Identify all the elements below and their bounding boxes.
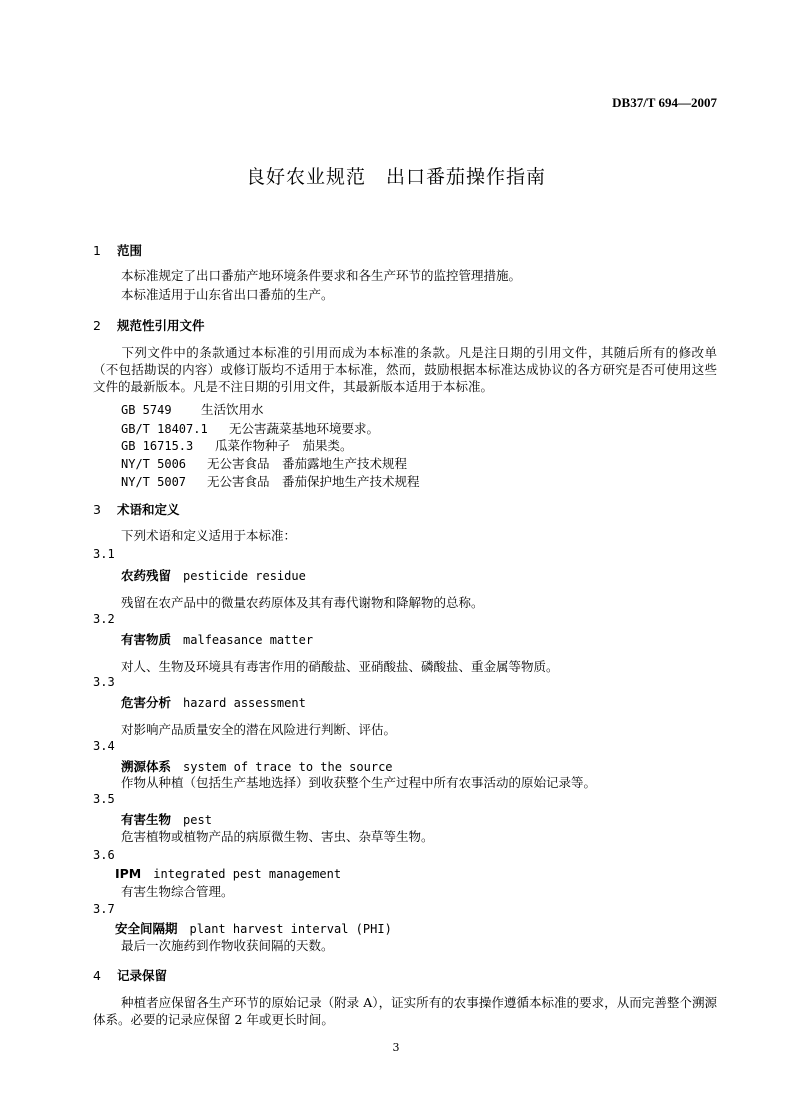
paragraph-text: 下列文件中的条款通过本标准的引用而成为本标准的条款。凡是注日期的引用文件，其随后所有的修改单（不包括勘误的内容）或修订版均不适用于本标准，然而，鼓励根据本标准达成协议的各方研究是否可使用这些文件的最新版本。凡是不注日期的引用文件，其最新版本适用于本标准。 xyxy=(93,345,717,394)
reference-code: GB/T 18407.1 xyxy=(121,422,208,436)
reference-name: 无公害食品 番茄露地生产技术规程 xyxy=(207,456,408,471)
term-heading xyxy=(121,810,212,828)
page-number: 3 xyxy=(392,1041,400,1054)
document-code: DB37/T 694—2007 xyxy=(612,95,717,110)
section-title: 术语和定义 xyxy=(117,502,180,517)
term-en: hazard assessment xyxy=(183,696,306,710)
reference-name: 无公害食品 番茄保护地生产技术规程 xyxy=(207,474,420,489)
term-number: 3.4 xyxy=(93,739,115,753)
term-definition: 危害植物或植物产品的病原微生物、害虫、杂草等生物。 xyxy=(121,829,434,844)
term-zh: IPM xyxy=(115,866,142,881)
term-zh: 有害物质 xyxy=(121,632,172,647)
section-number: 1 xyxy=(93,243,101,258)
page-title: 良好农业规范 出口番茄操作指南 xyxy=(245,166,546,188)
section-title: 规范性引用文件 xyxy=(117,318,205,333)
section-title: 记录保留 xyxy=(117,968,168,983)
reference-name: 无公害蔬菜基地环境要求。 xyxy=(229,421,380,436)
term-heading xyxy=(121,566,306,584)
term-en: plant harvest interval (PHI) xyxy=(189,922,392,936)
term-zh: 农药残留 xyxy=(121,568,172,583)
term-heading xyxy=(121,630,313,648)
term-en: integrated pest management xyxy=(153,867,342,881)
term-definition: 对人、生物及环境具有毒害作用的硝酸盐、亚硝酸盐、磷酸盐、重金属等物质。 xyxy=(121,659,559,674)
section-heading-scope xyxy=(93,241,142,259)
reference-code: NY/T 5007 xyxy=(121,475,187,489)
term-heading xyxy=(115,866,341,881)
term-heading xyxy=(121,693,306,711)
paragraph xyxy=(93,344,717,395)
term-number: 3.6 xyxy=(93,848,115,862)
section-number: 2 xyxy=(93,318,101,333)
reference-code: NY/T 5006 xyxy=(121,457,187,471)
section-heading-terms xyxy=(93,500,180,518)
term-zh: 安全间隔期 xyxy=(115,921,178,936)
reference-item xyxy=(121,419,379,437)
paragraph: 下列术语和定义适用于本标准： xyxy=(121,528,297,543)
term-definition: 残留在农产品中的微量农药原体及其有毒代谢物和降解物的总称。 xyxy=(121,595,484,610)
reference-code: GB 16715.3 xyxy=(121,439,194,453)
term-en: pesticide residue xyxy=(183,569,306,583)
section-title: 范围 xyxy=(117,243,143,258)
term-en: system of trace to the source xyxy=(183,760,393,774)
term-en: malfeasance matter xyxy=(183,633,314,647)
reference-item xyxy=(121,436,353,454)
term-definition: 有害生物综合管理。 xyxy=(121,884,234,899)
term-number: 3.1 xyxy=(93,547,115,561)
reference-code: GB 5749 xyxy=(121,403,172,417)
term-definition: 对影响产品质量安全的潜在风险进行判断、评估。 xyxy=(121,722,397,737)
term-number: 3.7 xyxy=(93,902,115,916)
term-en: pest xyxy=(183,813,212,827)
term-number: 3.2 xyxy=(93,612,115,626)
term-definition: 作物从种植（包括生产基地选择）到收获整个生产过程中所有农事活动的原始记录等。 xyxy=(121,775,597,790)
reference-name: 生活饮用水 xyxy=(201,402,264,417)
paragraph xyxy=(93,994,717,1028)
term-definition: 最后一次施药到作物收获间隔的天数。 xyxy=(121,938,334,953)
section-heading-record-keeping xyxy=(93,966,167,984)
term-number: 3.3 xyxy=(93,675,115,689)
section-heading-normative-references xyxy=(93,316,205,334)
section-number: 4 xyxy=(93,968,101,983)
reference-item xyxy=(121,454,407,472)
reference-item xyxy=(121,472,420,490)
term-zh: 溯源体系 xyxy=(121,759,172,774)
reference-name: 瓜菜作物种子 茄果类。 xyxy=(215,438,353,453)
term-zh: 有害生物 xyxy=(121,812,172,827)
paragraph: 本标准适用于山东省出口番茄的生产。 xyxy=(121,287,334,302)
term-number: 3.5 xyxy=(93,792,115,806)
term-heading xyxy=(115,919,392,937)
paragraph-text: 种植者应保留各生产环节的原始记录（附录 A），证实所有的农事操作遵循本标准的要求，从而完善整个溯源体系。必要的记录应保留 2 年或更长时间。 xyxy=(93,995,717,1027)
term-zh: 危害分析 xyxy=(121,695,172,710)
section-number: 3 xyxy=(93,502,101,517)
paragraph: 本标准规定了出口番茄产地环境条件要求和各生产环节的监控管理措施。 xyxy=(121,268,522,283)
reference-item xyxy=(121,400,264,418)
